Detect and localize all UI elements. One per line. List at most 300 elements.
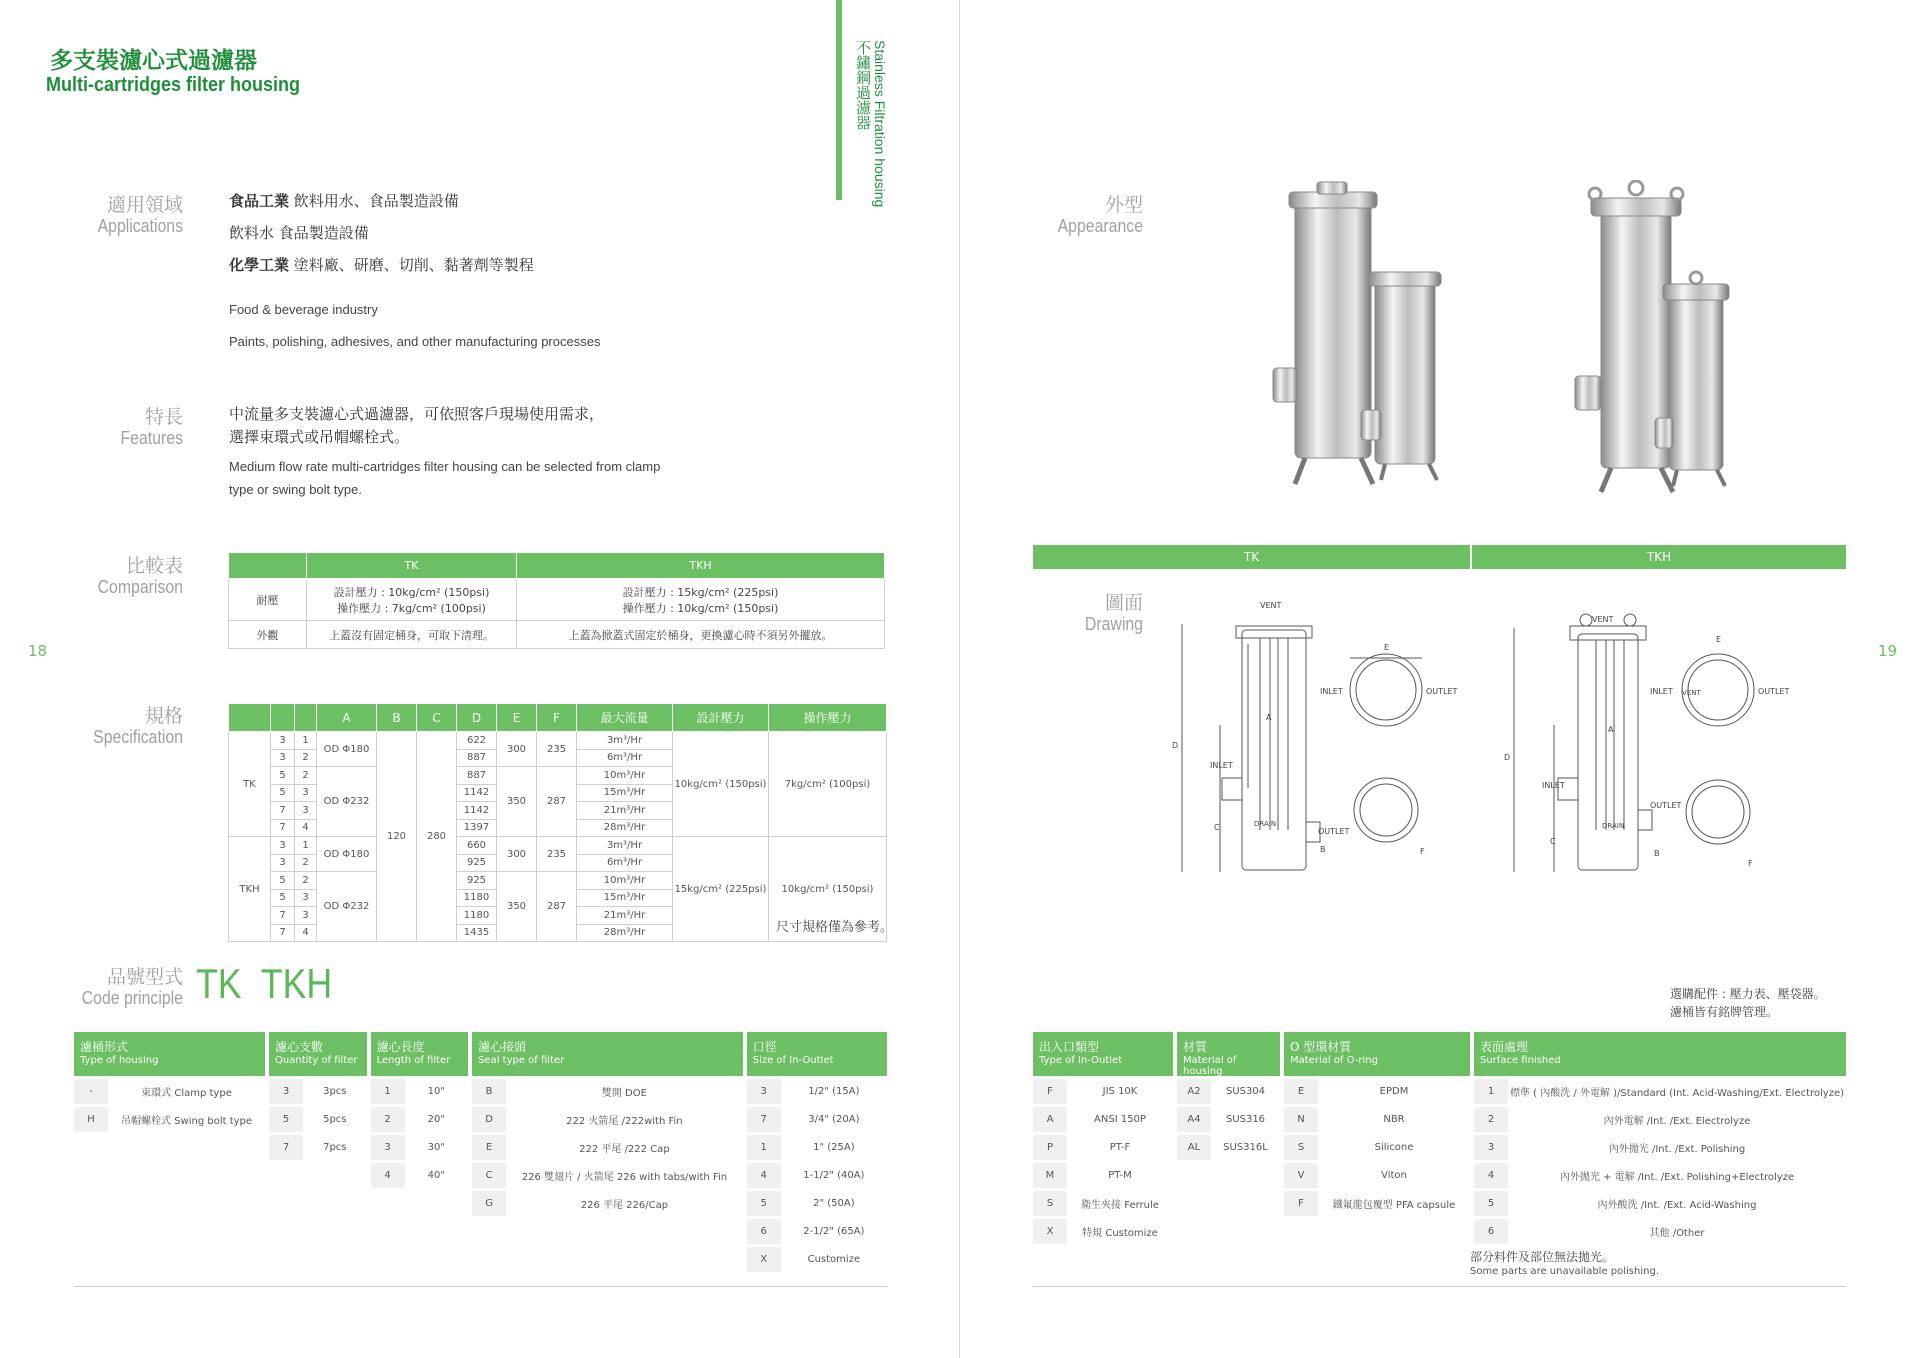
code-key: C xyxy=(472,1163,506,1188)
code-key: 3 xyxy=(269,1079,303,1104)
spec-header: 最大流量 xyxy=(577,704,673,732)
code-row xyxy=(1033,1191,1173,1216)
code-key: 6 xyxy=(747,1219,781,1244)
code-header-en: Surface finished xyxy=(1480,1055,1561,1066)
code-row xyxy=(74,1107,265,1132)
code-column-housing xyxy=(74,1032,265,1272)
comparison-header-tk: TK xyxy=(307,553,517,579)
spec-cell: 1142 xyxy=(457,784,497,802)
code-row xyxy=(747,1191,887,1216)
code-row xyxy=(747,1107,887,1132)
code-value: 內外酸洗 /Int. /Ext. Acid-Washing xyxy=(1597,1200,1757,1211)
spec-header xyxy=(229,704,271,732)
code-row xyxy=(1177,1107,1280,1132)
spec-cell: 7 xyxy=(271,907,295,925)
code-value: 2-1/2" (65A) xyxy=(803,1226,865,1237)
code-value: 1/2" (15A) xyxy=(808,1086,860,1097)
spec-cell: 350 xyxy=(497,767,537,837)
code-row xyxy=(747,1163,887,1188)
code-key: B xyxy=(472,1079,506,1104)
comparison-tkh-design: 設計壓力 : 15kg/cm² (225psi) xyxy=(622,585,779,599)
comparison-row-name: 耐壓 xyxy=(229,579,307,621)
specification-table xyxy=(228,703,887,942)
comparison-tk-design: 設計壓力 : 10kg/cm² (150psi) xyxy=(333,585,490,599)
spec-cell: 15m³/Hr xyxy=(577,784,673,802)
polish-note-en: Some parts are unavailable polishing. xyxy=(1470,1266,1659,1277)
code-value: 內外拋光 + 電解 /Int. /Ext. Polishing+Electrolyze xyxy=(1559,1172,1795,1183)
spec-cell: 21m³/Hr xyxy=(577,802,673,820)
drawing-label-b: B xyxy=(1654,849,1660,858)
applications-line-1-rest: 飲料用水、食品製造設備 xyxy=(293,192,459,210)
code-header-en: Seal type of filter xyxy=(478,1055,565,1066)
spec-header: B xyxy=(377,704,417,732)
code-value: 7pcs xyxy=(323,1142,347,1153)
code-column-header xyxy=(747,1032,887,1076)
vertical-title-zh: 不鏽鋼過濾器 xyxy=(854,40,872,130)
spec-cell: 7 xyxy=(271,802,295,820)
code-value: 5pcs xyxy=(323,1114,347,1125)
spec-header xyxy=(271,704,295,732)
code-key: 4 xyxy=(1474,1163,1508,1188)
bottom-divider-right xyxy=(1033,1286,1846,1287)
code-key: F xyxy=(1033,1079,1067,1104)
spec-cell: 4 xyxy=(295,924,317,942)
drawing-label-b: B xyxy=(1320,845,1326,854)
drawing-label-inlet: INLET xyxy=(1210,761,1233,770)
drawing-label-outlet: OUTLET xyxy=(1318,827,1350,836)
code-header-en: Quantity of filter xyxy=(275,1055,358,1066)
specification-label-zh: 規格 xyxy=(144,705,183,727)
code-row xyxy=(1033,1107,1173,1132)
code-column-header xyxy=(472,1032,743,1076)
code-key: 1 xyxy=(747,1135,781,1160)
code-key: 5 xyxy=(747,1191,781,1216)
spec-cell: OD Φ232 xyxy=(317,767,377,837)
code-row xyxy=(747,1079,887,1104)
spec-cell: 235 xyxy=(537,732,577,767)
code-principle-table xyxy=(74,1032,887,1272)
code-value: 226 平尾 226/Cap xyxy=(580,1200,669,1211)
code-value: 特規 Customize xyxy=(1082,1228,1158,1239)
spec-cell: 1397 xyxy=(457,819,497,837)
code-key: - xyxy=(74,1079,108,1104)
spec-cell: 235 xyxy=(537,837,577,872)
code-column-header xyxy=(1284,1032,1470,1076)
code-value: 吊帽螺栓式 Swing bolt type xyxy=(121,1116,253,1127)
comparison-tkh-operate: 操作壓力 : 10kg/cm² (150psi) xyxy=(622,601,779,615)
spec-cell: 925 xyxy=(457,854,497,872)
code-big-models: TK TKH xyxy=(196,960,333,1007)
code-key: E xyxy=(1284,1079,1318,1104)
code-key: X xyxy=(747,1247,781,1272)
code-value: SUS316 xyxy=(1225,1114,1266,1125)
code-value: 10" xyxy=(427,1086,445,1097)
code-value: 鐵氟龍包覆型 PFA capsule xyxy=(1332,1200,1456,1211)
spec-header: F xyxy=(537,704,577,732)
code-value: 1-1/2" (40A) xyxy=(803,1170,865,1181)
applications-en-2: Paints, polishing, adhesives, and other manufacturing processes xyxy=(229,334,601,349)
spec-cell: 1435 xyxy=(457,924,497,942)
drawing-label-c: C xyxy=(1214,823,1220,832)
drawing-label-en: Drawing xyxy=(1084,614,1143,634)
code-key: F xyxy=(1284,1191,1318,1216)
spec-cell: 10m³/Hr xyxy=(577,767,673,785)
applications-line-1-bold: 食品工業 xyxy=(229,192,290,210)
code-header-en: Material of housing xyxy=(1183,1055,1237,1077)
code-key: 4 xyxy=(371,1163,405,1188)
comparison-label-en: Comparison xyxy=(97,577,183,597)
drawing-label-zh: 圖面 xyxy=(1104,592,1143,614)
code-row xyxy=(1474,1107,1846,1132)
code-value: PT-M xyxy=(1108,1170,1132,1181)
page-number-left: 18 xyxy=(28,642,48,660)
comparison-tk-appearance: 上蓋沒有固定桶身，可取下清理。 xyxy=(307,621,517,649)
code-row xyxy=(747,1247,887,1272)
code-row xyxy=(371,1163,469,1188)
code-row xyxy=(472,1079,743,1104)
spec-cell: 3 xyxy=(295,802,317,820)
code-key: 5 xyxy=(1474,1191,1508,1216)
comparison-table xyxy=(228,552,885,649)
code-key: 1 xyxy=(1474,1079,1508,1104)
drawing-header-tk: TK xyxy=(1033,545,1470,569)
code-key: M xyxy=(1033,1163,1067,1188)
spec-header xyxy=(295,704,317,732)
spec-cell: 4 xyxy=(295,819,317,837)
code-row xyxy=(1284,1107,1470,1132)
code-row xyxy=(1033,1163,1173,1188)
drawing-label-d: D xyxy=(1172,741,1179,750)
code-row xyxy=(371,1107,469,1132)
spec-cell: 5 xyxy=(271,784,295,802)
code-value: 222 平尾 /222 Cap xyxy=(579,1144,670,1155)
code-value: 束環式 Clamp type xyxy=(141,1088,232,1099)
features-zh-1: 中流量多支裝濾心式過濾器，可依照客戶現場使用需求， xyxy=(229,405,605,423)
code-value: 40" xyxy=(427,1170,445,1181)
code-value: NBR xyxy=(1383,1114,1405,1125)
comparison-header-tkh: TKH xyxy=(517,553,885,579)
code-value: 3pcs xyxy=(323,1086,347,1097)
code-row xyxy=(269,1135,367,1160)
spec-cell: 350 xyxy=(497,872,537,942)
drawing-label-outlet-top: OUTLET xyxy=(1758,687,1790,696)
applications-line-3-rest: 塗料廠、研磨、切削、黏著劑等製程 xyxy=(293,256,534,274)
spec-header: C xyxy=(417,704,457,732)
code-key: A4 xyxy=(1177,1107,1211,1132)
code-column-header xyxy=(1177,1032,1280,1076)
spec-cell: 3 xyxy=(271,837,295,855)
applications-line-3-bold: 化學工業 xyxy=(229,256,290,274)
code-header-zh: 材質 xyxy=(1183,1040,1208,1054)
spec-cell: 300 xyxy=(497,837,537,872)
appearance-label-en: Appearance xyxy=(1057,216,1143,236)
comparison-tkh-appearance: 上蓋為掀蓋式固定於桶身，更換濾心時不須另外擺放。 xyxy=(517,621,885,649)
code-value: ANSI 150P xyxy=(1094,1114,1146,1125)
spec-cell: 2 xyxy=(295,854,317,872)
code-value: 內外電解 /Int. /Ext. Electrolyze xyxy=(1603,1116,1751,1127)
appearance-label-zh: 外型 xyxy=(1104,194,1143,216)
spec-cell: 1142 xyxy=(457,802,497,820)
code-key: 6 xyxy=(1474,1219,1508,1244)
code-row xyxy=(472,1163,743,1188)
spec-cell: 7 xyxy=(271,924,295,942)
spec-cell: 7kg/cm² (100psi) xyxy=(769,732,887,837)
code-row xyxy=(1284,1135,1470,1160)
code-column-surface xyxy=(1474,1032,1846,1244)
spec-cell: 10m³/Hr xyxy=(577,872,673,890)
code-key: N xyxy=(1284,1107,1318,1132)
applications-line-1 xyxy=(229,190,459,211)
code-key: H xyxy=(74,1107,108,1132)
spec-cell: 3 xyxy=(295,889,317,907)
applications-en-1: Food & beverage industry xyxy=(229,302,378,317)
spec-cell: 10kg/cm² (150psi) xyxy=(673,732,769,837)
bottom-divider-left xyxy=(74,1286,887,1287)
code-row xyxy=(747,1135,887,1160)
code-column-length xyxy=(371,1032,469,1272)
comparison-cell xyxy=(307,579,517,621)
code-key: 1 xyxy=(371,1079,405,1104)
code-row xyxy=(74,1079,265,1104)
code-key: 2 xyxy=(1474,1107,1508,1132)
spec-cell: 1 xyxy=(295,732,317,750)
code-row xyxy=(1474,1163,1846,1188)
code-key: P xyxy=(1033,1135,1067,1160)
code-value: 雙開 DOE xyxy=(601,1088,647,1099)
specification-label-en: Specification xyxy=(93,727,183,747)
code-header-zh: 濾心接頭 xyxy=(478,1040,527,1054)
drawing-label-inlet: INLET xyxy=(1542,781,1565,790)
spec-cell: OD Φ180 xyxy=(317,837,377,872)
code-key: 7 xyxy=(269,1135,303,1160)
code-value: SUS304 xyxy=(1225,1086,1266,1097)
code-row xyxy=(1177,1135,1280,1160)
drawing-label-vent-top: VENT xyxy=(1682,689,1701,697)
code-column-header xyxy=(74,1032,265,1076)
code-key: 7 xyxy=(747,1107,781,1132)
spec-cell: 21m³/Hr xyxy=(577,907,673,925)
code-header-zh: O 型環材質 xyxy=(1290,1040,1352,1054)
code-value: 20" xyxy=(427,1114,445,1125)
code-column-header xyxy=(1033,1032,1173,1076)
drawing-label-drain: DRAIN xyxy=(1602,822,1625,830)
code-column-header xyxy=(1474,1032,1846,1076)
code-key: 4 xyxy=(747,1163,781,1188)
applications-line-2: 飲料水 食品製造設備 xyxy=(229,224,369,242)
code-column-oring xyxy=(1284,1032,1470,1244)
code-value: 222 火箭尾 /222with Fin xyxy=(566,1116,683,1127)
code-header-en: Type of housing xyxy=(80,1055,159,1066)
code-column-size xyxy=(747,1032,887,1272)
code-column-inout xyxy=(1033,1032,1173,1244)
code-key: 2 xyxy=(371,1107,405,1132)
drawing-label-a: A xyxy=(1608,725,1614,734)
drawing-label-vent: VENT xyxy=(1260,601,1282,610)
spec-cell: 3m³/Hr xyxy=(577,732,673,750)
spec-header: D xyxy=(457,704,497,732)
spec-cell: 1180 xyxy=(457,907,497,925)
code-value: 標準 ( 內酸洗 / 外電解 )/Standard (Int. Acid-Washing/Ext. Electrolyze) xyxy=(1509,1088,1844,1099)
features-zh-2: 選擇束環式或吊帽螺栓式。 xyxy=(229,428,410,446)
page-title-en: Multi-cartridges filter housing xyxy=(46,74,301,96)
tkh-product-photo xyxy=(1565,180,1755,500)
spec-cell: 10kg/cm² (150psi) xyxy=(769,837,887,942)
code-value: 衛生夾接 Ferrule xyxy=(1081,1200,1159,1211)
code-value: 1" (25A) xyxy=(813,1142,855,1153)
code-value: PT-F xyxy=(1109,1142,1131,1153)
drawing-label-outlet: OUTLET xyxy=(1650,801,1682,810)
drawing-label-vent: VENT xyxy=(1592,615,1614,624)
spec-cell: OD Φ232 xyxy=(317,872,377,942)
code-label-en: Code principle xyxy=(81,988,183,1008)
features-en-2: type or swing bolt type. xyxy=(229,482,362,497)
drawing-label-outlet-top: OUTLET xyxy=(1426,687,1458,696)
spec-b: 120 xyxy=(377,732,417,942)
options-note-1: 選購配件 : 壓力表、壓袋器。 xyxy=(1670,987,1826,1001)
code-row xyxy=(1033,1079,1173,1104)
vertical-title-en: Stainless Filtration housing xyxy=(872,40,888,208)
code-column-quantity xyxy=(269,1032,367,1272)
code-key: E xyxy=(472,1135,506,1160)
comparison-cell xyxy=(517,579,885,621)
code-value: Customize xyxy=(807,1254,861,1265)
code-row xyxy=(472,1191,743,1216)
code-header-en: Length of filter xyxy=(376,1055,451,1066)
spec-model-tk: TK xyxy=(229,732,271,837)
spec-header: 操作壓力 xyxy=(769,704,887,732)
code-key: 3 xyxy=(1474,1135,1508,1160)
code-row xyxy=(1033,1219,1173,1244)
code-header-en: Material of O-ring xyxy=(1290,1055,1378,1066)
spec-cell: 6m³/Hr xyxy=(577,749,673,767)
tk-technical-drawing xyxy=(1170,600,1460,880)
spec-cell: 5 xyxy=(271,889,295,907)
vertical-accent-bar xyxy=(836,0,842,200)
code-value: 其他 /Other xyxy=(1649,1228,1705,1239)
spec-c: 280 xyxy=(417,732,457,942)
drawing-label-f: F xyxy=(1420,847,1425,856)
code-value: 226 雙翅片 / 火箭尾 226 with tabs/with Fin xyxy=(521,1172,728,1183)
code-key: AL xyxy=(1177,1135,1211,1160)
code-value: 30" xyxy=(427,1142,445,1153)
spec-cell: 3 xyxy=(295,907,317,925)
code-key: D xyxy=(472,1107,506,1132)
spec-cell: 15m³/Hr xyxy=(577,889,673,907)
spec-cell: 1180 xyxy=(457,889,497,907)
comparison-header-empty xyxy=(229,553,307,579)
drawing-label-drain: DRAIN xyxy=(1254,820,1277,828)
code-column-header xyxy=(371,1032,469,1076)
page-title-zh: 多支裝濾心式過濾器 xyxy=(50,48,257,74)
code-row xyxy=(371,1135,469,1160)
spec-cell: 3m³/Hr xyxy=(577,837,673,855)
code-row xyxy=(472,1107,743,1132)
code-row xyxy=(371,1079,469,1104)
code-header-en: Type of In-Outlet xyxy=(1039,1055,1123,1066)
drawing-label-d: D xyxy=(1504,753,1511,762)
spec-cell: 622 xyxy=(457,732,497,750)
spec-cell: 5 xyxy=(271,872,295,890)
drawing-label-e: E xyxy=(1716,635,1722,644)
drawing-label-c: C xyxy=(1550,837,1556,846)
code-value: 3/4" (20A) xyxy=(808,1114,860,1125)
features-label-en: Features xyxy=(120,428,183,448)
code-header-zh: 口徑 xyxy=(752,1040,777,1054)
spec-cell: 28m³/Hr xyxy=(577,819,673,837)
code-key: G xyxy=(472,1191,506,1216)
spec-cell: 1 xyxy=(295,837,317,855)
code-value: Silicone xyxy=(1374,1142,1414,1153)
code-key: 3 xyxy=(747,1079,781,1104)
code-row xyxy=(1474,1135,1846,1160)
drawing-label-f: F xyxy=(1748,859,1753,868)
spec-cell: 3 xyxy=(271,749,295,767)
code-row xyxy=(1033,1135,1173,1160)
code-key: X xyxy=(1033,1219,1067,1244)
code-key: A xyxy=(1033,1107,1067,1132)
applications-label-en: Applications xyxy=(97,216,183,236)
tkh-technical-drawing xyxy=(1502,600,1792,880)
code-column-seal xyxy=(472,1032,743,1272)
spec-cell: 28m³/Hr xyxy=(577,924,673,942)
code-key: 3 xyxy=(371,1135,405,1160)
applications-line-3 xyxy=(229,254,534,275)
spec-cell: 15kg/cm² (225psi) xyxy=(673,837,769,942)
spec-cell: 3 xyxy=(271,732,295,750)
comparison-tk-operate: 操作壓力 : 7kg/cm² (100psi) xyxy=(337,601,486,615)
spec-header: E xyxy=(497,704,537,732)
spec-cell: OD Φ180 xyxy=(317,732,377,767)
code-value: EPDM xyxy=(1379,1086,1409,1097)
spec-cell: 887 xyxy=(457,749,497,767)
code-row xyxy=(1474,1219,1846,1244)
page-number-right: 19 xyxy=(1878,642,1898,660)
spec-cell: 287 xyxy=(537,767,577,837)
code-principle-table-right xyxy=(1033,1032,1846,1244)
spec-model-tkh: TKH xyxy=(229,837,271,942)
drawing-label-a: A xyxy=(1266,713,1272,722)
spec-cell: 3 xyxy=(271,854,295,872)
code-row xyxy=(747,1219,887,1244)
tk-product-photo xyxy=(1265,180,1475,490)
drawing-header-tkh: TKH xyxy=(1472,545,1846,569)
spec-cell: 660 xyxy=(457,837,497,855)
code-label-zh: 品號型式 xyxy=(106,966,183,988)
code-header-zh: 濾心長度 xyxy=(376,1040,425,1054)
spec-cell: 2 xyxy=(295,767,317,785)
polish-note-zh: 部分料件及部位無法拋光。 xyxy=(1470,1250,1615,1264)
spec-cell: 287 xyxy=(537,872,577,942)
code-column-header xyxy=(269,1032,367,1076)
spec-cell: 300 xyxy=(497,732,537,767)
drawing-label-e: E xyxy=(1384,643,1390,652)
code-key: 5 xyxy=(269,1107,303,1132)
code-row xyxy=(472,1135,743,1160)
spec-cell: 2 xyxy=(295,872,317,890)
spec-header: 設計壓力 xyxy=(673,704,769,732)
code-column-material xyxy=(1177,1032,1280,1244)
code-row xyxy=(269,1079,367,1104)
code-key: A2 xyxy=(1177,1079,1211,1104)
code-key: S xyxy=(1033,1191,1067,1216)
code-header-zh: 濾心支數 xyxy=(275,1040,324,1054)
code-header-zh: 濾桶形式 xyxy=(80,1040,129,1054)
code-value: 內外拋光 /Int. /Ext. Polishing xyxy=(1608,1144,1746,1155)
spec-cell: 887 xyxy=(457,767,497,785)
drawing-label-inlet-top: INLET xyxy=(1650,687,1673,696)
spec-note: 尺寸規格僅為參考。 xyxy=(776,920,894,935)
options-note-2: 濾桶皆有銘牌管理。 xyxy=(1670,1005,1779,1019)
